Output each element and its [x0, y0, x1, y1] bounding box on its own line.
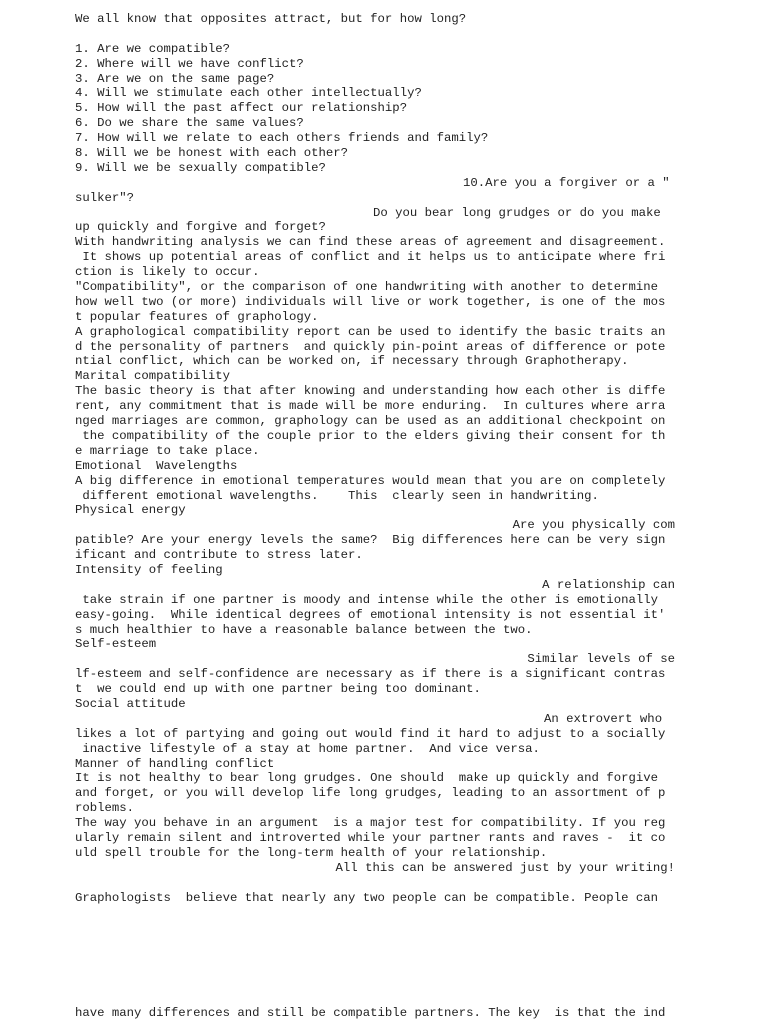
document-page [75, 12, 675, 905]
paragraph-line: With handwriting analysis we can find these areas of agreement and disagreement. [75, 235, 666, 250]
paragraph-line: inactive lifestyle of a stay at home partner. And vice versa. [75, 741, 540, 756]
question-item: 2. Where will we have conflict? [75, 56, 304, 71]
paragraph-line: It shows up potential areas of conflict and it helps us to anticipate where fri [75, 250, 666, 265]
paragraph-line: t we could end up with one partner being too dominant. [75, 682, 481, 697]
paragraph-line: It is not healthy to bear long grudges. One should make up quickly and forgive [75, 771, 658, 786]
question-10-followup: Do you bear long grudges or do you make [373, 205, 661, 220]
section-heading-intensity: Intensity of feeling [75, 562, 223, 577]
question-item: 5. How will the past affect our relationship? [75, 101, 408, 116]
question-item: 3. Are we on the same page? [75, 71, 275, 86]
paragraph-line: A graphological compatibility report can be used to identify the basic traits an [75, 324, 666, 339]
paragraph-line: A big difference in emotional temperatures would mean that you are on completely [75, 473, 666, 488]
paragraph-line: The basic theory is that after knowing and understanding how each other is diffe [75, 384, 666, 399]
paragraph-line: and forget, or you will develop life long grudges, leading to an assortment of p [75, 786, 666, 801]
paragraph-line: the compatibility of the couple prior to the elders giving their consent for th [75, 428, 666, 443]
paragraph-line-right: An extrovert who [544, 711, 663, 726]
blank-line [75, 876, 675, 891]
question-item: 6. Do we share the same values? [75, 116, 304, 131]
question-10-followup-cont: up quickly and forgive and forget? [75, 220, 326, 235]
section-heading-emotional: Emotional Wavelengths [75, 458, 238, 473]
paragraph-line: rent, any commitment that is made will be more enduring. In cultures where arra [75, 399, 666, 414]
question-item: 8. Will we be honest with each other? [75, 146, 349, 161]
section-heading-physical: Physical energy [75, 503, 186, 518]
blank-line [75, 27, 675, 42]
answer-line: All this can be answered just by your writing! [335, 860, 675, 875]
paragraph-line: patible? Are your energy levels the same? Big differences here can be very sign [75, 533, 666, 548]
paragraph-line: take strain if one partner is moody and intense while the other is emotionally [75, 592, 658, 607]
question-10-cont: sulker"? [75, 190, 135, 205]
paragraph-line: uld spell trouble for the long-term health of your relationship. [75, 845, 548, 860]
question-item: 9. Will we be sexually compatible? [75, 160, 326, 175]
paragraph-line: ction is likely to occur. [75, 265, 260, 280]
paragraph-line: s much healthier to have a reasonable balance between the two. [75, 622, 533, 637]
section-heading-marital: Marital compatibility [75, 369, 230, 384]
paragraph-line: roblems. [75, 801, 135, 816]
section-heading-selfesteem: Self-esteem [75, 637, 157, 652]
intro-line: We all know that opposites attract, but for how long? [75, 12, 467, 26]
paragraph-line: ularly remain silent and introverted while your partner rants and raves - it co [75, 830, 666, 845]
paragraph-line: ntial conflict, which can be worked on, if necessary through Graphotherapy. [75, 354, 629, 369]
paragraph-line-right: Are you physically com [512, 518, 675, 533]
question-item: 1. Are we compatible? [75, 41, 230, 56]
paragraph-line-right: A relationship can [542, 577, 675, 592]
paragraph-line: lf-esteem and self-confidence are necessary as if there is a significant contras [75, 667, 666, 682]
paragraph-line: The way you behave in an argument is a major test for compatibility. If you reg [75, 816, 666, 831]
question-10-start: 10.Are you a forgiver or a " [463, 175, 670, 190]
paragraph-line: ificant and contribute to stress later. [75, 548, 363, 563]
paragraph-line: e marriage to take place. [75, 443, 260, 458]
paragraph-line: t popular features of graphology. [75, 309, 319, 324]
paragraph-line: likes a lot of partying and going out would find it hard to adjust to a socially [75, 726, 666, 741]
paragraph-line-right: Similar levels of se [527, 652, 675, 667]
section-heading-conflict: Manner of handling conflict [75, 756, 275, 771]
paragraph-line: easy-going. While identical degrees of emotional intensity is not essential it' [75, 607, 666, 622]
paragraph-line: d the personality of partners and quickly pin-point areas of difference or pote [75, 339, 666, 354]
paragraph-line: different emotional wavelengths. This clearly seen in handwriting. [75, 488, 599, 503]
question-item: 4. Will we stimulate each other intellectually? [75, 86, 422, 101]
section-heading-social: Social attitude [75, 696, 186, 711]
graphologists-line: Graphologists believe that nearly any two people can be compatible. People can [75, 890, 658, 905]
paragraph-line: nged marriages are common, graphology can be used as an additional checkpoint on [75, 414, 666, 429]
page-bottom-line: have many differences and still be compatible partners. The key is that the ind [75, 1006, 666, 1020]
paragraph-line: "Compatibility", or the comparison of one handwriting with another to determine [75, 280, 658, 295]
question-item: 7. How will we relate to each others friends and family? [75, 131, 489, 146]
paragraph-line: how well two (or more) individuals will live or work together, is one of the mos [75, 294, 666, 309]
